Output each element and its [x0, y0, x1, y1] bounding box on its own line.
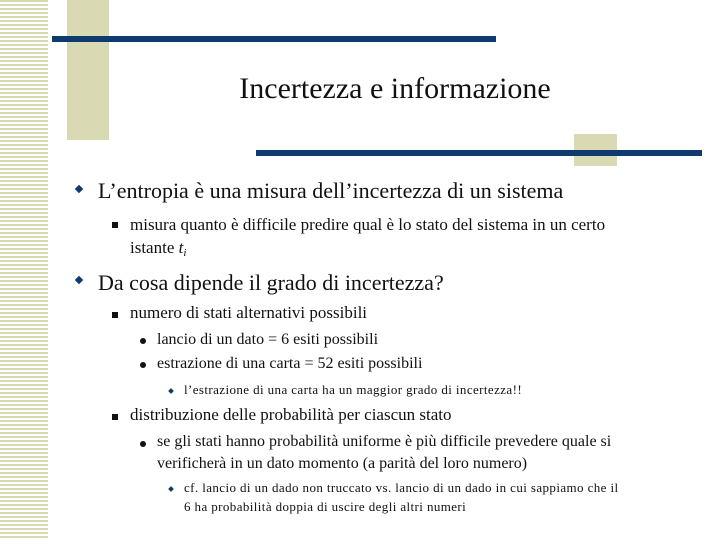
bullet-question: Da cosa dipende il grado di incertezza? [98, 270, 444, 295]
accent-bar-top [52, 36, 496, 42]
bullet-dice-roll: lancio di un dato = 6 esiti possibili [157, 331, 379, 348]
round-bullet-icon [140, 362, 146, 368]
square-bullet-icon [112, 312, 118, 318]
small-diamond-bullet-icon [168, 388, 174, 394]
bullet-card-uncertainty: l’estrazione di una carta ha un maggior grado di incertezza!! [184, 382, 523, 397]
round-bullet-icon [140, 441, 146, 447]
bullet-measure-line2: istante $t_i$ [130, 238, 187, 259]
accent-bar-mid [256, 150, 702, 156]
bullet-probability-distribution: distribuzione delle probabilità per ciascun stato [130, 405, 452, 424]
bullet-measure-line1: misura quanto è difficile predire qual è lo stato del sistema in un certo [130, 215, 606, 234]
bullet-dice-example-line1: cf. lancio di un dado non truccato vs. lancio di un dado in cui sappiamo che il [184, 480, 619, 495]
bullet-card-draw: estrazione di una carta = 52 esiti possibili [157, 355, 423, 372]
decorative-stripe [0, 0, 48, 540]
square-bullet-icon [112, 222, 118, 228]
bullet-dice-example-line2: 6 ha probabilità doppia di uscire degli altri numeri [184, 499, 467, 514]
decorative-block-top [67, 0, 109, 140]
bullet-uniform-line1: se gli stati hanno probabilità uniforme è più difficile prevedere quale si [157, 433, 612, 450]
slide-title: Incertezza e informazione [239, 72, 551, 105]
diamond-bullet-icon [75, 276, 83, 284]
round-bullet-icon [140, 338, 146, 344]
diamond-bullet-icon [75, 185, 83, 193]
square-bullet-icon [112, 414, 118, 420]
small-diamond-bullet-icon [168, 486, 174, 492]
bullet-entropy: L’entropia è una misura dell’incertezza di un sistema [98, 178, 564, 203]
bullet-uniform-line2: verificherà in un dato momento (a parità del loro numero) [157, 455, 528, 472]
bullet-number-of-states: numero di stati alternativi possibili [130, 303, 368, 322]
